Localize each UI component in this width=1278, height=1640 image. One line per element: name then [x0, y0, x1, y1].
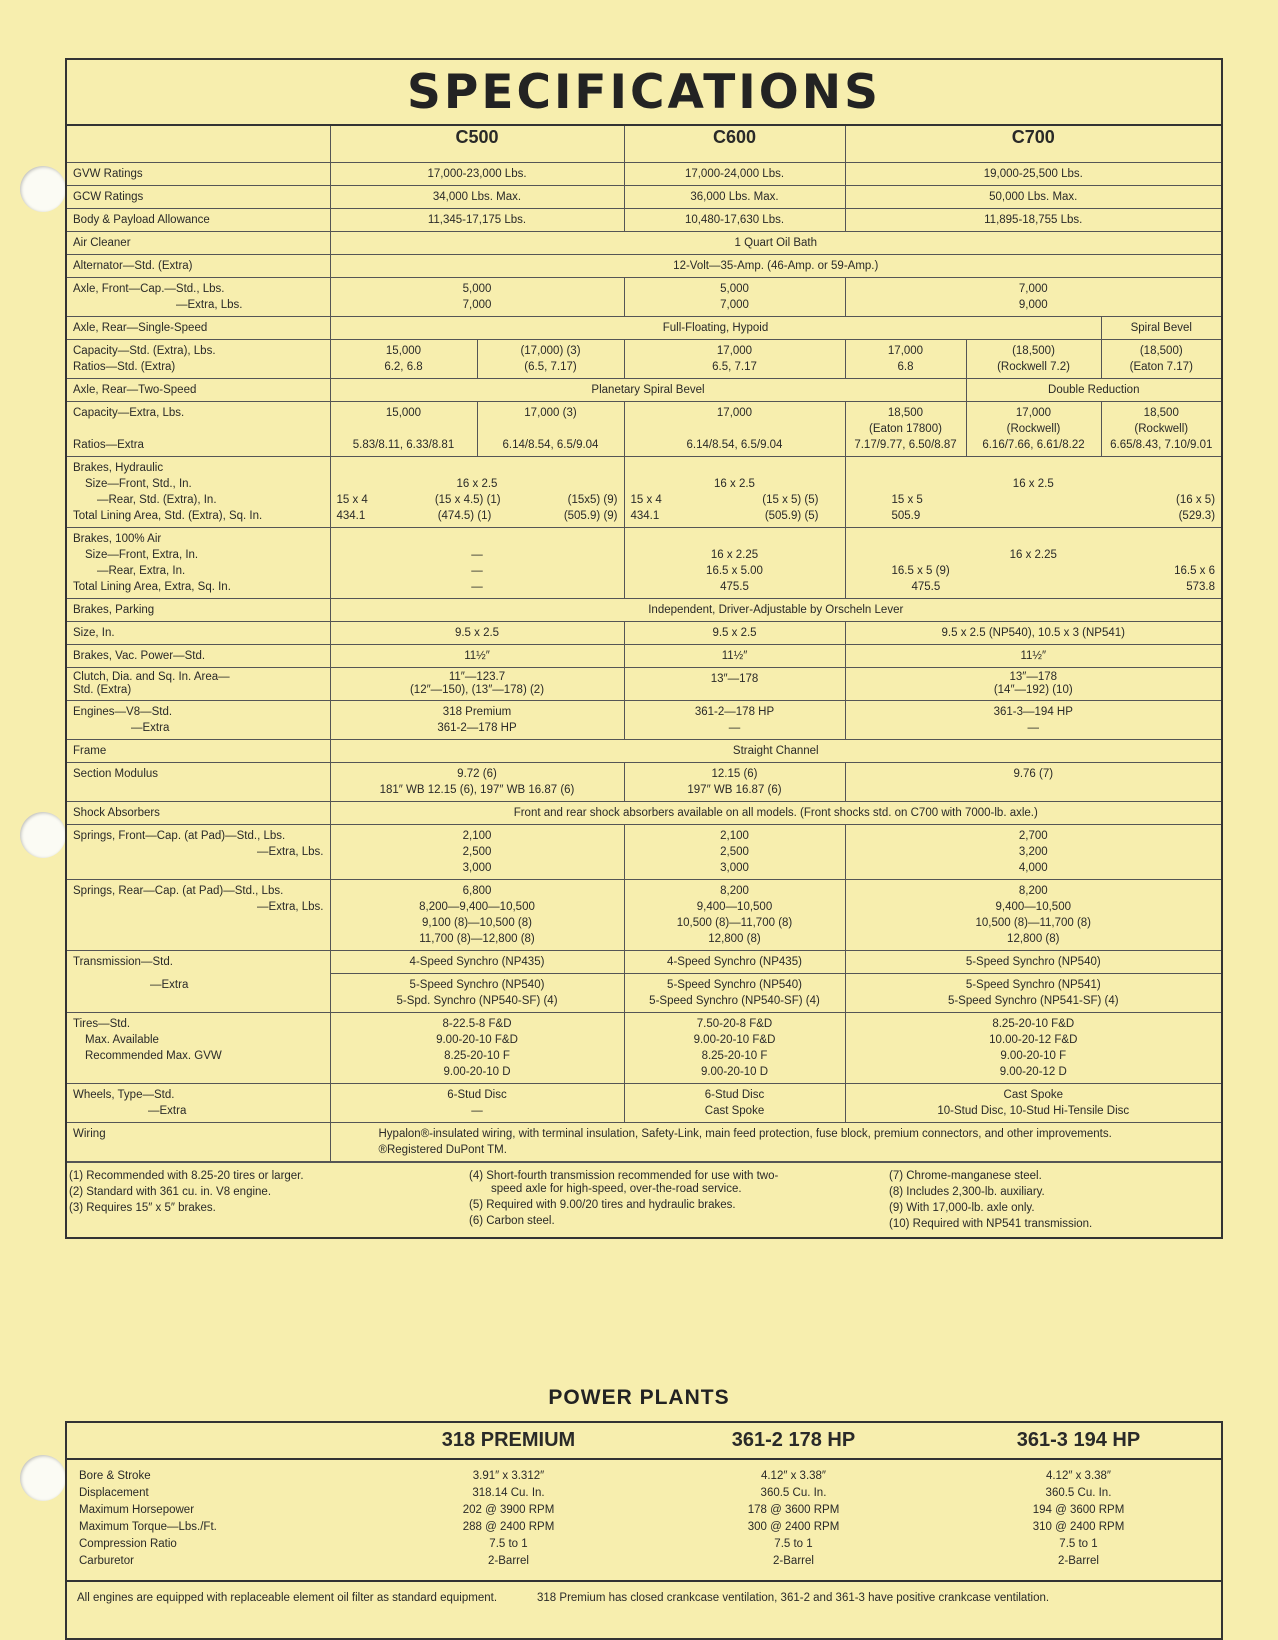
cell-c600: 5,000 7,000 — [624, 278, 845, 317]
table-row — [67, 163, 1221, 186]
cell-c500: 34,000 Lbs. Max. — [330, 186, 624, 209]
cell-c600: 17,000-24,000 Lbs. — [624, 163, 845, 186]
row-label: Body & Payload Allowance — [67, 209, 330, 232]
cell-c700: 13″—178 (14″—192) (10) — [845, 668, 1221, 701]
row-label: Springs, Front—Cap. (at Pad)—Std., Lbs. —Extra, Lbs. — [67, 825, 330, 880]
cell-c700-rockwell-a: 17,000 (Rockwell) 6.16/7.66, 6.61/8.22 — [966, 402, 1101, 457]
cell-c500: 11½″ — [330, 645, 624, 668]
table-row — [67, 740, 1221, 763]
footer-note-ventilation: 318 Premium has closed crankcase ventilation, 361-2 and 361-3 have positive crankcase ventilation. — [537, 1592, 1050, 1604]
table-row — [67, 402, 1221, 457]
cell-c500: 6-Stud Disc — — [330, 1084, 624, 1123]
specifications-table — [67, 126, 1221, 1162]
engine-361-3-specs: 4.12″ x 3.38″ 360.5 Cu. In. 194 @ 3600 RPM 310 @ 2400 RPM 7.5 to 1 2-Barrel — [1032, 1470, 1125, 1567]
cell-c700: Cast Spoke 10-Stud Disc, 10-Stud Hi-Tensile Disc — [845, 1084, 1221, 1123]
cell-c500: — — — — [330, 528, 624, 599]
cell-c500: 17,000-23,000 Lbs. — [330, 163, 624, 186]
row-label: Engines—V8—Std. —Extra — [67, 701, 330, 740]
footnotes-col-2 — [449, 1169, 879, 1233]
cell-c500: 5,000 7,000 — [330, 278, 624, 317]
row-label: Capacity—Std. (Extra), Lbs. Ratios—Std. (Extra) — [67, 340, 330, 379]
table-row — [67, 802, 1221, 825]
cell-c700: 5-Speed Synchro (NP540) — [845, 951, 1221, 974]
row-label: Alternator—Std. (Extra) — [67, 255, 330, 278]
power-plants-title: POWER PLANTS — [548, 1386, 730, 1409]
cell-c500: 2,100 2,500 3,000 — [330, 825, 624, 880]
cell-c500-std: 15,000 6.2, 6.8 — [330, 340, 477, 379]
header-blank — [67, 126, 330, 163]
row-label: Capacity—Extra, Lbs. Ratios—Extra — [67, 402, 330, 457]
cell-all: 12-Volt—35-Amp. (46-Amp. or 59-Amp.) — [330, 255, 1221, 278]
row-label: Axle, Rear—Single-Speed — [67, 317, 330, 340]
cell-type: Full-Floating, Hypoid — [330, 317, 1101, 340]
cell-c500-a: 15,000 5.83/8.11, 6.33/8.81 — [330, 402, 477, 457]
cell-c700-rockwell-b: 18,500 (Rockwell) 6.65/8.43, 7.10/9.01 — [1101, 402, 1221, 457]
row-label: Axle, Front—Cap.—Std., Lbs. —Extra, Lbs. — [67, 278, 330, 317]
footnote: (7) Chrome-manganese steel. — [889, 1170, 1042, 1182]
cell-c700: 8,200 9,400—10,500 10,500 (8)—11,700 (8) 12,800 (8) — [845, 880, 1221, 951]
cell-c500: 8-22.5-8 F&D 9.00-20-10 F&D 8.25-20-10 F 9.00-20-10 D — [330, 1013, 624, 1084]
engine-318: 318 PREMIUM — [441, 1429, 576, 1451]
table-row — [67, 622, 1221, 645]
footnote: (8) Includes 2,300-lb. auxiliary. — [889, 1186, 1045, 1198]
footnote: (5) Required with 9.00/20 tires and hydraulic brakes. — [469, 1199, 736, 1211]
cell-all: Hypalon®-insulated wiring, with terminal insulation, Safety-Link, main feed protection, fuse block, premium connectors, and other improvements. ®Registered DuPont TM. — [330, 1123, 1221, 1162]
footnotes-col-1 — [69, 1169, 449, 1233]
cell-c700: 361-3—194 HP — — [845, 701, 1221, 740]
table-row — [67, 340, 1221, 379]
cell-c700: 9.5 x 2.5 (NP540), 10.5 x 3 (NP541) — [845, 622, 1221, 645]
cell-c600: 36,000 Lbs. Max. — [624, 186, 845, 209]
table-row — [67, 668, 1221, 701]
engine-361-3: 361-3 194 HP — [1016, 1429, 1141, 1451]
cell-all: Straight Channel — [330, 740, 1221, 763]
table-row — [67, 645, 1221, 668]
cell-c700: 19,000-25,500 Lbs. — [845, 163, 1221, 186]
row-label: —Extra — [67, 974, 330, 1013]
row-label: Brakes, 100% Air Size—Front, Extra, In. —Rear, Extra, In. Total Lining Area, Extra, Sq. In. — [67, 528, 330, 599]
row-label: Air Cleaner — [67, 232, 330, 255]
footnote: (9) With 17,000-lb. axle only. — [889, 1202, 1035, 1214]
model-header-row — [67, 126, 1221, 163]
row-label: Wiring — [67, 1123, 330, 1162]
cell-all: Front and rear shock absorbers available on all models. (Front shocks std. on C700 with 7000-lb. axle.) — [330, 802, 1221, 825]
row-label: Shock Absorbers — [67, 802, 330, 825]
row-label: Brakes, Vac. Power—Std. — [67, 645, 330, 668]
table-row — [67, 457, 1221, 528]
cell-all: Independent, Driver-Adjustable by Orscheln Lever — [330, 599, 1221, 622]
table-row — [67, 974, 1221, 1013]
cell-c700: 11½″ — [845, 645, 1221, 668]
engine-361-2: 361-2 178 HP — [731, 1429, 856, 1451]
cell-c500: 4-Speed Synchro (NP435) — [330, 951, 624, 974]
footnotes — [67, 1162, 1221, 1237]
cell-c500: 11,345-17,175 Lbs. — [330, 209, 624, 232]
cell-c500: 9.72 (6) 181″ WB 12.15 (6), 197″ WB 16.87 (6) — [330, 763, 624, 802]
cell-c700: 8.25-20-10 F&D 10.00-20-12 F&D 9.00-20-10 F 9.00-20-12 D — [845, 1013, 1221, 1084]
cell-c600: 7.50-20-8 F&D 9.00-20-10 F&D 8.25-20-10 F 9.00-20-10 D — [624, 1013, 845, 1084]
cell-c600: 10,480-17,630 Lbs. — [624, 209, 845, 232]
table-row — [67, 232, 1221, 255]
footer-note-oil-filter: All engines are equipped with replaceable element oil filter as standard equipment. — [77, 1592, 498, 1604]
table-row — [67, 317, 1221, 340]
engine-318-specs: 3.91″ x 3.312″ 318.14 Cu. In. 202 @ 3900 RPM 288 @ 2400 RPM 7.5 to 1 2-Barrel — [462, 1470, 555, 1567]
cell-all: 1 Quart Oil Bath — [330, 232, 1221, 255]
cell-c500: 11″—123.7 (12″—150), (13″—178) (2) — [330, 668, 624, 701]
cell-c700: 2,700 3,200 4,000 — [845, 825, 1221, 880]
page-title: SPECIFICATIONS — [67, 60, 1221, 126]
table-row — [67, 701, 1221, 740]
binder-hole-middle — [20, 812, 66, 858]
footnote: (3) Requires 15″ x 5″ brakes. — [69, 1202, 216, 1214]
cell-c600: 17,000 6.5, 7.17 — [624, 340, 845, 379]
cell-c700: 50,000 Lbs. Max. — [845, 186, 1221, 209]
cell-c500: 16 x 2.5 15 x 4 (15 x 4.5) (1) (15x5) (9) 434.1 (474.5) (1) (505.9) (9) — [330, 457, 624, 528]
row-label: Section Modulus — [67, 763, 330, 802]
cell-c600: 9.5 x 2.5 — [624, 622, 845, 645]
cell-c700-eaton: 18,500 (Eaton 17800) 7.17/9.77, 6.50/8.87 — [845, 402, 966, 457]
row-label: GVW Ratings — [67, 163, 330, 186]
table-row — [67, 763, 1221, 802]
row-label: Tires—Std. Max. Available Recommended Max. GVW — [67, 1013, 330, 1084]
model-c500: C500 — [330, 126, 624, 163]
cell-c500: 6,800 8,200—9,400—10,500 9,100 (8)—10,500 (8) 11,700 (8)—12,800 (8) — [330, 880, 624, 951]
row-label: Axle, Rear—Two-Speed — [67, 379, 330, 402]
row-label: Frame — [67, 740, 330, 763]
cell-type: Planetary Spiral Bevel — [330, 379, 966, 402]
cell-c500: 9.5 x 2.5 — [330, 622, 624, 645]
cell-c700: 16 x 2.25 16.5 x 5 (9) 16.5 x 6 475.5 573.8 — [845, 528, 1221, 599]
footnote: (4) Short-fourth transmission recommended for use with two- — [469, 1170, 779, 1182]
row-label: Transmission—Std. — [67, 951, 330, 974]
table-row — [67, 825, 1221, 880]
cell-c700-eaton: (18,500) (Eaton 7.17) — [1101, 340, 1221, 379]
row-label: GCW Ratings — [67, 186, 330, 209]
cell-c700-rockwell: (18,500) (Rockwell 7.2) — [966, 340, 1101, 379]
cell-c500: 5-Speed Synchro (NP540) 5-Spd. Synchro (NP540-SF) (4) — [330, 974, 624, 1013]
cell-c600: 12.15 (6) 197″ WB 16.87 (6) — [624, 763, 845, 802]
cell-c600: 16 x 2.5 15 x 4 (15 x 5) (5) 434.1 (505.9) (5) — [624, 457, 845, 528]
row-label: Clutch, Dia. and Sq. In. Area— Std. (Extra) — [67, 668, 330, 701]
row-label: Brakes, Parking — [67, 599, 330, 622]
cell-c600: 2,100 2,500 3,000 — [624, 825, 845, 880]
row-label: Size, In. — [67, 622, 330, 645]
table-row — [67, 1013, 1221, 1084]
cell-c600: 17,000 6.14/8.54, 6.5/9.04 — [624, 402, 845, 457]
cell-c600: 16 x 2.25 16.5 x 5.00 475.5 — [624, 528, 845, 599]
power-plants-header — [67, 1423, 1221, 1460]
model-c600: C600 — [624, 126, 845, 163]
cell-c600: 5-Speed Synchro (NP540) 5-Speed Synchro (NP540-SF) (4) — [624, 974, 845, 1013]
table-row — [67, 186, 1221, 209]
table-row — [67, 1123, 1221, 1162]
footnote: (6) Carbon steel. — [469, 1215, 555, 1227]
cell-c600: 8,200 9,400—10,500 10,500 (8)—11,700 (8) 12,800 (8) — [624, 880, 845, 951]
table-row — [67, 278, 1221, 317]
footnote: speed axle for high-speed, over-the-road service. — [491, 1183, 742, 1195]
cell-c600: 11½″ — [624, 645, 845, 668]
model-c700: C700 — [845, 126, 1221, 163]
cell-c500-b: 17,000 (3) 6.14/8.54, 6.5/9.04 — [477, 402, 624, 457]
specifications-panel — [65, 58, 1223, 1239]
row-label: Springs, Rear—Cap. (at Pad)—Std., Lbs. —Extra, Lbs. — [67, 880, 330, 951]
binder-hole-top — [20, 166, 66, 212]
cell-c600: 6-Stud Disc Cast Spoke — [624, 1084, 845, 1123]
table-row — [67, 1084, 1221, 1123]
table-row — [67, 528, 1221, 599]
cell-c700: 9.76 (7) — [845, 763, 1221, 802]
cell-c700: 7,000 9,000 — [845, 278, 1221, 317]
row-label: Brakes, Hydraulic Size—Front, Std., In. —Rear, Std. (Extra), In. Total Lining Area, Std. (Extra), Sq. In. — [67, 457, 330, 528]
cell-c700: 16 x 2.5 15 x 5 (16 x 5) 505.9 (529.3) — [845, 457, 1221, 528]
table-row — [67, 209, 1221, 232]
footnotes-col-3 — [879, 1169, 1219, 1233]
table-row — [67, 951, 1221, 974]
cell-type-2: Spiral Bevel — [1101, 317, 1221, 340]
cell-c700-std: 17,000 6.8 — [845, 340, 966, 379]
power-plants-panel — [65, 1421, 1223, 1640]
footnote: (2) Standard with 361 cu. in. V8 engine. — [69, 1186, 272, 1198]
footnote: (10) Required with NP541 transmission. — [889, 1218, 1093, 1230]
binder-hole-bottom — [20, 1455, 66, 1501]
table-row — [67, 880, 1221, 951]
spec-labels: Bore & Stroke Displacement Maximum Horsepower Maximum Torque—Lbs./Ft. Compression Ratio Carburetor — [79, 1470, 217, 1567]
power-plants-footer — [67, 1582, 1221, 1614]
power-plants-body — [67, 1460, 1221, 1582]
cell-c600: 13″—178 — [624, 668, 845, 701]
cell-c500-extra: (17,000) (3) (6.5, 7.17) — [477, 340, 624, 379]
table-row — [67, 599, 1221, 622]
cell-c600: 361-2—178 HP — — [624, 701, 845, 740]
row-label: Wheels, Type—Std. —Extra — [67, 1084, 330, 1123]
table-row — [67, 255, 1221, 278]
engine-361-2-specs: 4.12″ x 3.38″ 360.5 Cu. In. 178 @ 3600 RPM 300 @ 2400 RPM 7.5 to 1 2-Barrel — [747, 1470, 840, 1567]
table-row — [67, 379, 1221, 402]
cell-c700: 5-Speed Synchro (NP541) 5-Speed Synchro (NP541-SF) (4) — [845, 974, 1221, 1013]
footnote: (1) Recommended with 8.25-20 tires or larger. — [69, 1170, 304, 1182]
cell-c600: 4-Speed Synchro (NP435) — [624, 951, 845, 974]
cell-c500: 318 Premium 361-2—178 HP — [330, 701, 624, 740]
cell-type-2: Double Reduction — [966, 379, 1221, 402]
cell-c700: 11,895-18,755 Lbs. — [845, 209, 1221, 232]
